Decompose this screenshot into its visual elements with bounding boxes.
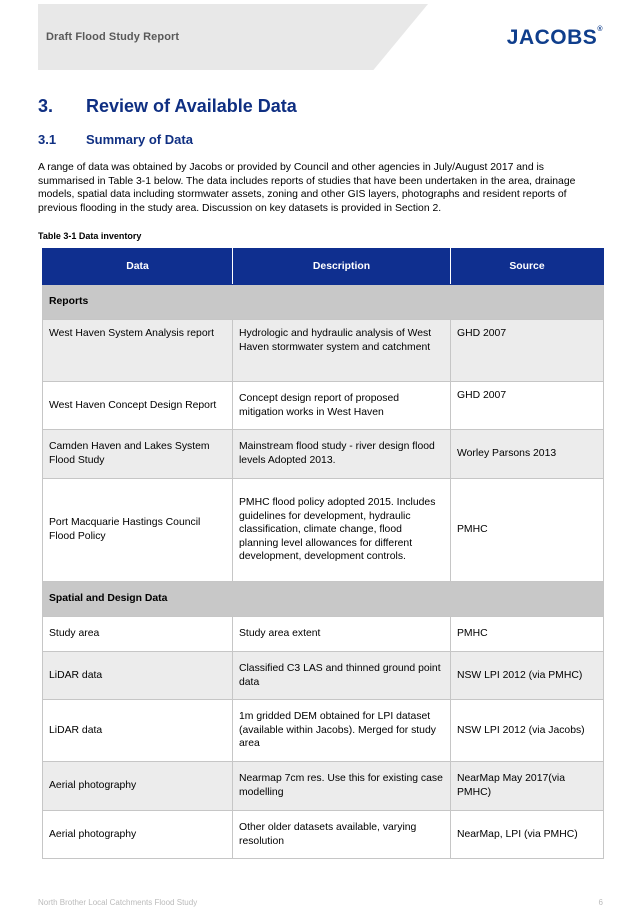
source-cell: NearMap, LPI (via PMHC) bbox=[451, 811, 604, 859]
jacobs-logo: JACOBS® bbox=[506, 26, 603, 49]
data-cell: Camden Haven and Lakes System Flood Study bbox=[43, 430, 233, 479]
data-cell: West Haven System Analysis report bbox=[43, 320, 233, 382]
source-cell: Worley Parsons 2013 bbox=[451, 430, 604, 479]
data-inventory-table bbox=[42, 248, 604, 859]
footer-text: North Brother Local Catchments Flood Study bbox=[38, 898, 198, 907]
table-row bbox=[43, 617, 604, 652]
table-row bbox=[43, 762, 604, 811]
subsection-title: Summary of Data bbox=[86, 132, 193, 147]
source-cell: GHD 2007 bbox=[451, 320, 604, 382]
description-cell: Other older datasets available, varying resolution bbox=[233, 811, 451, 859]
header-description: Description bbox=[233, 249, 451, 285]
description-cell: 1m gridded DEM obtained for LPI dataset (available within Jacobs). Merged for study area bbox=[233, 700, 451, 762]
table-row bbox=[43, 479, 604, 582]
table-caption: Table 3-1 Data inventory bbox=[38, 231, 142, 241]
data-cell: Aerial photography bbox=[43, 811, 233, 859]
summary-paragraph: A range of data was obtained by Jacobs or provided by Council and other agencies in July/August 2017 and is summarised in Table 3-1 below. The data includes reports of studies that have been undertaken in the area, drainage models, spatial data including stormwater assets, zoning and other GIS layers, photographs and resident reports of previous flooding in the study area. Discussion on key datasets is provided in Section 2. bbox=[38, 162, 576, 215]
section-title: Review of Available Data bbox=[86, 96, 297, 116]
section-number: 3. bbox=[38, 96, 54, 116]
page-number: 6 bbox=[598, 898, 603, 907]
table-row bbox=[43, 811, 604, 859]
description-cell: PMHC flood policy adopted 2015. Includes guidelines for development, hydraulic classification, climate change, flood planning level allowances for different development, development controls. bbox=[233, 479, 451, 582]
subsection-number: 3.1 bbox=[38, 132, 57, 147]
data-cell: West Haven Concept Design Report bbox=[43, 382, 233, 430]
source-cell: NSW LPI 2012 (via PMHC) bbox=[451, 652, 604, 700]
data-cell: Port Macquarie Hastings Council Flood Policy bbox=[43, 479, 233, 582]
table-row bbox=[43, 320, 604, 382]
table-row bbox=[43, 652, 604, 700]
subsection-heading bbox=[38, 132, 193, 147]
section-row-spatial bbox=[43, 582, 604, 617]
table-row bbox=[43, 382, 604, 430]
section-title-cell: Reports bbox=[43, 285, 604, 320]
table-header-row bbox=[43, 249, 604, 285]
table-row bbox=[43, 430, 604, 479]
source-cell: PMHC bbox=[451, 617, 604, 652]
description-cell: Concept design report of proposed mitigation works in West Haven bbox=[233, 382, 451, 430]
description-cell: Classified C3 LAS and thinned ground point data bbox=[233, 652, 451, 700]
section-row-reports bbox=[43, 285, 604, 320]
description-cell: Mainstream flood study - river design flood levels Adopted 2013. bbox=[233, 430, 451, 479]
header-data: Data bbox=[43, 249, 233, 285]
source-cell: NSW LPI 2012 (via Jacobs) bbox=[451, 700, 604, 762]
section-heading bbox=[38, 96, 297, 117]
data-cell: Study area bbox=[43, 617, 233, 652]
report-title: Draft Flood Study Report bbox=[46, 31, 180, 43]
data-cell: LiDAR data bbox=[43, 652, 233, 700]
registered-mark: ® bbox=[597, 26, 603, 33]
header-source: Source bbox=[451, 249, 604, 285]
description-cell: Hydrologic and hydraulic analysis of West Haven stormwater system and catchment bbox=[233, 320, 451, 382]
data-cell: Aerial photography bbox=[43, 762, 233, 811]
description-cell: Study area extent bbox=[233, 617, 451, 652]
source-cell: NearMap May 2017(via PMHC) bbox=[451, 762, 604, 811]
source-cell: GHD 2007 bbox=[451, 382, 604, 430]
table-row bbox=[43, 700, 604, 762]
source-cell: PMHC bbox=[451, 479, 604, 582]
data-cell: LiDAR data bbox=[43, 700, 233, 762]
section-title-cell: Spatial and Design Data bbox=[43, 582, 604, 617]
description-cell: Nearmap 7cm res. Use this for existing case modelling bbox=[233, 762, 451, 811]
